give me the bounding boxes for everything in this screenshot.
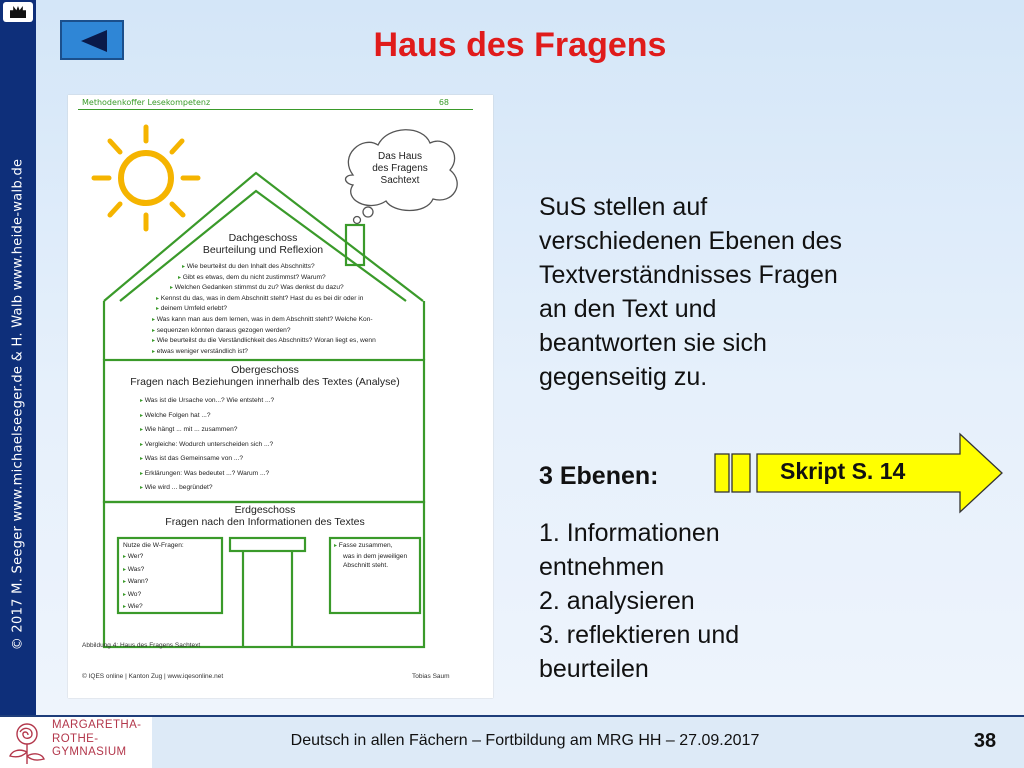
ground-heading: Erdgeschoss Fragen nach den Informationen des Textes (165, 504, 365, 528)
page-number: 38 (973, 730, 997, 752)
school-name: MARGARETHA- ROTHE- GYMNASIUM (52, 719, 142, 758)
cloud-text: Das Haus des Fragens Sachtext (372, 151, 428, 186)
skript-arrow-link[interactable] (712, 432, 1004, 514)
page-title: Haus des Fragens (373, 26, 667, 64)
doc-header-left: Methodenkoffer Lesekompetenz (82, 98, 211, 107)
upper-heading: Obergeschoss Fragen nach Beziehungen innerhalb des Textes (Analyse) (130, 364, 400, 388)
description-text: SuS stellen auf verschiedenen Ebenen des Textverständnisses Fragen an den Text und beantworten sie sich gegenseitig zu. (539, 193, 843, 391)
back-button[interactable] (60, 20, 124, 60)
crown-icon (3, 2, 33, 22)
figure-caption: Abbildung 4: Haus des Fragens Sachtext (82, 642, 201, 649)
doc-footer-left: © IQES online | Kanton Zug | www.iqesonline.net (82, 673, 224, 680)
roof-questions: ▸ Wie beurteilst du den Inhalt des Abschnitts? ▸ Gibt es etwas, dem du nicht zustimmst? Warum? ▸ Welchen Gedanken stimmst du zu? Was denkst du dazu? ▸ Kennst du das, was in dem Abschnitt steht? Hast du es bei dir oder in ▸ deinem Umfeld erlebt? ▸ Was kann man aus dem lernen, was in dem Abschnitt steht? Welche Kon- ▸ sequenzen könnten daraus gezogen werden? ▸ Wie beurteilst du die Verständlichkeit des Abschnitts? Woran liegt es, wenn ▸ etwas weniger verständlich ist? (152, 262, 376, 357)
copyright-vertical (1, 99, 35, 709)
levels-heading: 3 Ebenen: (539, 462, 659, 490)
left-sidebar (0, 0, 36, 715)
summary-box: ▸ Fasse zusammen, was in dem jeweiligen Abschnitt steht. (334, 541, 407, 571)
footer-caption: Deutsch in allen Fächern – Fortbildung am MRG HH – 27.09.2017 (290, 732, 760, 749)
rose-icon (2, 718, 52, 766)
triangle-left-icon (79, 28, 109, 54)
footer-bar (0, 715, 1024, 768)
roof-heading: Dachgeschoss Beurteilung und Reflexion (202, 232, 324, 256)
skript-label: Skript S. 14 (780, 458, 906, 484)
doc-header-right: 68 (438, 98, 449, 107)
levels-list: 1. Informationen entnehmen 2. analysieren 3. reflektieren und beurteilen (539, 519, 740, 683)
school-logo (0, 717, 152, 768)
w-questions-box: Nutze die W-Fragen: ▸ Wer? ▸ Was? ▸ Wann? ▸ Wo? ▸ Wie? (123, 540, 184, 613)
doc-footer-right: Tobias Saum (412, 673, 450, 680)
upper-questions: ▸ Was ist die Ursache von...? Wie entsteht ...? ▸ Welche Folgen hat ...? ▸ Wie hängt ... mit ... zusammen? ▸ Vergleiche: Wodurch unterscheiden sich ...? ▸ Was ist das Gemeinsame von ...? ▸ Erklärungen: Was bedeutet ...? Warum ...? ▸ Wie wird ... begründet? (140, 394, 274, 496)
sun-icon (94, 127, 198, 229)
copyright-text: © 2017 M. Seeger www.michaelseeger.de & H. Walb www.heide-walb.de (10, 158, 26, 650)
document-image (68, 95, 493, 698)
